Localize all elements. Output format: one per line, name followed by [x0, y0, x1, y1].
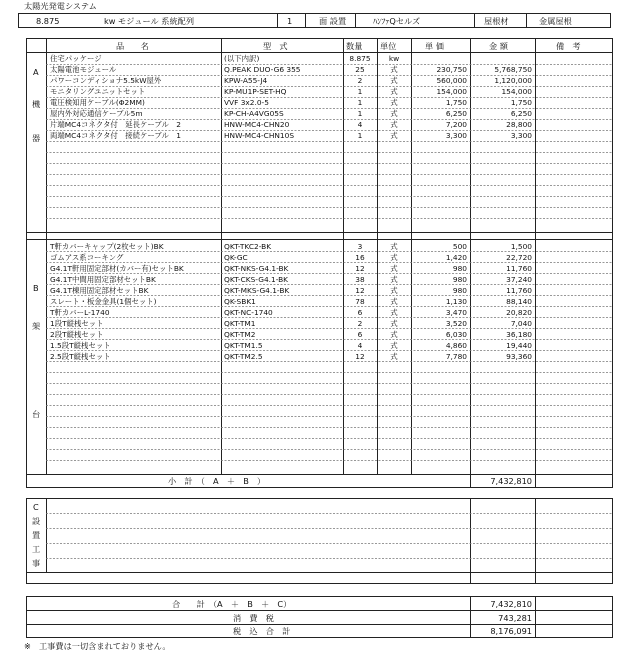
grand-total-amount: 8,176,091 [490, 626, 532, 636]
section-a-qty-cell: 1 [357, 87, 363, 96]
footnote: ※ 工事費は一切含まれておりません。 [24, 641, 171, 651]
section-a-price-cell: 1,750 [445, 98, 467, 107]
capacity-value: 8.875 [36, 16, 60, 26]
section-a-unit-cell: kw [388, 54, 400, 63]
section-a-unit-cell: 式 [390, 65, 398, 74]
section-a-qty-cell: 2 [357, 76, 363, 85]
column-header-qty: 数量 [346, 41, 363, 51]
section-a-char-1: 機 [32, 99, 41, 109]
section-b-name-cell: 1.5段T縦桟セット [50, 341, 111, 350]
section-b-model-cell: QK-SBK1 [224, 297, 256, 306]
section-b-amount-cell: 88,140 [506, 297, 532, 306]
section-b-qty-cell: 3 [357, 242, 363, 251]
section-b-price-cell: 4,860 [445, 341, 467, 350]
section-b-price-cell: 3,470 [445, 308, 467, 317]
section-a-name-cell: 太陽電池モジュール [50, 65, 117, 74]
tax-amount: 743,281 [498, 613, 532, 623]
column-header-unit: 単位 [380, 41, 397, 51]
section-b-price-cell: 6,030 [445, 330, 467, 339]
section-a-char-2: 器 [32, 133, 41, 143]
section-b-qty-cell: 2 [357, 319, 363, 328]
section-b-qty-cell: 38 [355, 275, 365, 284]
section-a-qty-cell: 1 [357, 131, 363, 140]
section-b-model-cell: QKT-TKC2-BK [224, 242, 272, 251]
section-b-char-1: 架 [32, 321, 41, 331]
subtotal-label: 小 計 （ A ＋ B ） [168, 476, 266, 486]
section-c-char-3: 工 [32, 544, 41, 554]
grand-total-label: 税 込 合 計 [233, 626, 291, 636]
section-a-name-cell: 両端MC4コネクタ付 接続ケーブル 1 [50, 131, 181, 140]
section-a-name-cell: 片端MC4コネクタ付 延長ケーブル 2 [50, 120, 181, 129]
section-a-amount-cell: 6,250 [510, 109, 532, 118]
section-b-amount-cell: 1,500 [510, 242, 532, 251]
section-c-char-1: 設 [32, 516, 41, 526]
section-a-qty-cell: 1 [357, 98, 363, 107]
roof-material: 金属屋根 [539, 16, 572, 26]
section-b-name-cell: 1段T縦桟セット [50, 319, 104, 328]
section-a-qty-cell: 25 [355, 65, 365, 74]
section-b-unit-cell: 式 [390, 341, 398, 350]
section-b-qty-cell: 12 [355, 286, 365, 295]
section-b-unit-cell: 式 [390, 275, 398, 284]
section-b-name-cell: ゴムアス系コーキング [50, 253, 124, 262]
section-b-unit-cell: 式 [390, 352, 398, 361]
section-c-char-2: 置 [32, 530, 41, 540]
section-a-name-cell: モニタリングユニットセット [50, 87, 146, 96]
section-b-qty-cell: 4 [357, 341, 363, 350]
section-a-qty-cell: 4 [357, 120, 363, 129]
section-a-model-cell: KPW-A55-J4 [224, 76, 268, 85]
section-b-amount-cell: 19,440 [506, 341, 532, 350]
section-b-amount-cell: 93,360 [506, 352, 532, 361]
section-a-model-cell: KP-MU1P-SET-HQ [224, 87, 287, 96]
section-b-name-cell: 2段T縦桟セット [50, 330, 104, 339]
section-a-price-cell: 230,750 [436, 65, 467, 74]
section-b-model-cell: QKT-TM2.5 [224, 352, 263, 361]
section-b-unit-cell: 式 [390, 286, 398, 295]
total-label: 合 計 （A ＋ B ＋ C） [172, 599, 292, 609]
section-b-qty-cell: 12 [355, 352, 365, 361]
section-a-unit-cell: 式 [390, 131, 398, 140]
section-b-price-cell: 980 [452, 275, 467, 284]
section-b-price-cell: 500 [452, 242, 467, 251]
section-a-price-cell: 3,300 [445, 131, 467, 140]
section-b-price-cell: 980 [452, 264, 467, 273]
section-b-unit-cell: 式 [390, 253, 398, 262]
section-a-unit-cell: 式 [390, 76, 398, 85]
section-a-name-cell: 屋内外対応通信ケーブル5m [50, 109, 143, 118]
section-b-unit-cell: 式 [390, 264, 398, 273]
section-b-price-cell: 3,520 [445, 319, 467, 328]
section-b-unit-cell: 式 [390, 330, 398, 339]
column-header-amount: 金 額 [489, 41, 508, 51]
section-b-qty-cell: 78 [355, 297, 365, 306]
module-array-label: kw モジュール 系統配列 [104, 16, 195, 26]
section-b-name-cell: G4.1T棟用固定部材セットBK [50, 286, 149, 295]
section-a-price-cell: 6,250 [445, 109, 467, 118]
section-b-model-cell: QKT-NC-1740 [224, 308, 273, 317]
section-a-model-cell: (以下内訳) [224, 54, 260, 63]
section-b-unit-cell: 式 [390, 242, 398, 251]
section-a-model-cell: Q.PEAK DUO-G6 355 [224, 65, 301, 74]
section-b-qty-cell: 6 [357, 330, 363, 339]
section-a-model-cell: HNW-MC4-CHN10S [224, 131, 295, 140]
section-b-unit-cell: 式 [390, 308, 398, 317]
document-title: 太陽光発電システム [24, 1, 97, 11]
section-b-name-cell: G4.1T中間用固定部材セットBK [50, 275, 156, 284]
section-b-amount-cell: 22,720 [506, 253, 532, 262]
section-b-char-2: 台 [32, 409, 41, 419]
section-b-model-cell: QKT-TM1 [224, 319, 256, 328]
section-b-name-cell: スレート・板金金具(1個セット) [50, 297, 157, 306]
section-a-unit-cell: 式 [390, 98, 398, 107]
roof-type-label: 屋根材 [484, 16, 509, 26]
section-a-letter: A [33, 67, 39, 77]
section-a-amount-cell: 1,750 [510, 98, 532, 107]
section-b-qty-cell: 12 [355, 264, 365, 273]
column-header-note: 備 考 [556, 41, 581, 51]
section-b-model-cell: QKT-TM2 [224, 330, 256, 339]
section-a-name-cell: 電圧検知用ケーブル(Φ2MM) [50, 98, 145, 107]
section-b-name-cell: T軒カバーキャップ(2枚セット)BK [50, 242, 164, 251]
section-b-name-cell: G4.1T軒用固定部材(カバー有)セットBK [50, 264, 184, 273]
total-amount: 7,432,810 [490, 599, 532, 609]
section-a-amount-cell: 28,800 [506, 120, 532, 129]
section-c-char-4: 事 [32, 558, 41, 568]
section-b-qty-cell: 16 [355, 253, 365, 262]
section-b-name-cell: 2.5段T縦桟セット [50, 352, 111, 361]
section-b-model-cell: QKT-CKS-G4.1-BK [224, 275, 289, 284]
subtotal-amount: 7,432,810 [490, 476, 532, 486]
section-b-model-cell: QKT-NKS-G4.1-BK [224, 264, 289, 273]
section-b-amount-cell: 7,040 [510, 319, 532, 328]
column-header-price: 単 価 [425, 41, 444, 51]
section-a-amount-cell: 154,000 [501, 87, 532, 96]
section-a-name-cell: パワーコンディショナ5.5kW屋外 [50, 76, 162, 85]
maker-name: ﾊﾝﾌｧQセルズ [373, 16, 421, 26]
section-c-letter: C [33, 502, 39, 512]
section-a-amount-cell: 5,768,750 [494, 65, 532, 74]
section-a-model-cell: KP-CH-A4VG05S [224, 109, 284, 118]
section-b-model-cell: QKT-MKS-G4.1-BK [224, 286, 290, 295]
section-a-model-cell: VVF 3x2.0-5 [224, 98, 269, 107]
column-header-model: 型 式 [263, 41, 288, 51]
section-a-qty-cell: 8.875 [349, 54, 371, 63]
section-b-letter: B [33, 283, 39, 293]
section-b-qty-cell: 6 [357, 308, 363, 317]
section-b-price-cell: 980 [452, 286, 467, 295]
section-b-unit-cell: 式 [390, 297, 398, 306]
section-a-name-cell: 住宅パッケージ [50, 54, 102, 63]
section-a-unit-cell: 式 [390, 120, 398, 129]
section-a-amount-cell: 3,300 [510, 131, 532, 140]
installation-label: 面 設置 [319, 16, 347, 26]
section-b-amount-cell: 11,760 [506, 286, 532, 295]
section-a-unit-cell: 式 [390, 87, 398, 96]
section-b-amount-cell: 20,820 [506, 308, 532, 317]
section-a-unit-cell: 式 [390, 109, 398, 118]
section-b-price-cell: 1,130 [445, 297, 467, 306]
section-a-qty-cell: 1 [357, 109, 363, 118]
section-a-price-cell: 154,000 [436, 87, 467, 96]
face-number: 1 [287, 16, 293, 26]
section-a-model-cell: HNW-MC4-CHN20 [224, 120, 290, 129]
section-a-price-cell: 7,200 [445, 120, 467, 129]
section-b-price-cell: 1,420 [445, 253, 467, 262]
section-a-price-cell: 560,000 [436, 76, 467, 85]
section-b-model-cell: QKT-TM1.5 [224, 341, 263, 350]
section-b-name-cell: T軒カバーL-1740 [50, 308, 110, 317]
section-a-amount-cell: 1,120,000 [494, 76, 532, 85]
section-b-amount-cell: 11,760 [506, 264, 532, 273]
section-b-unit-cell: 式 [390, 319, 398, 328]
section-b-amount-cell: 36,180 [506, 330, 532, 339]
tax-label: 消 費 税 [233, 613, 274, 623]
section-b-price-cell: 7,780 [445, 352, 467, 361]
section-b-model-cell: QK-GC [224, 253, 248, 262]
section-b-amount-cell: 37,240 [506, 275, 532, 284]
column-header-name: 品 名 [116, 41, 149, 51]
